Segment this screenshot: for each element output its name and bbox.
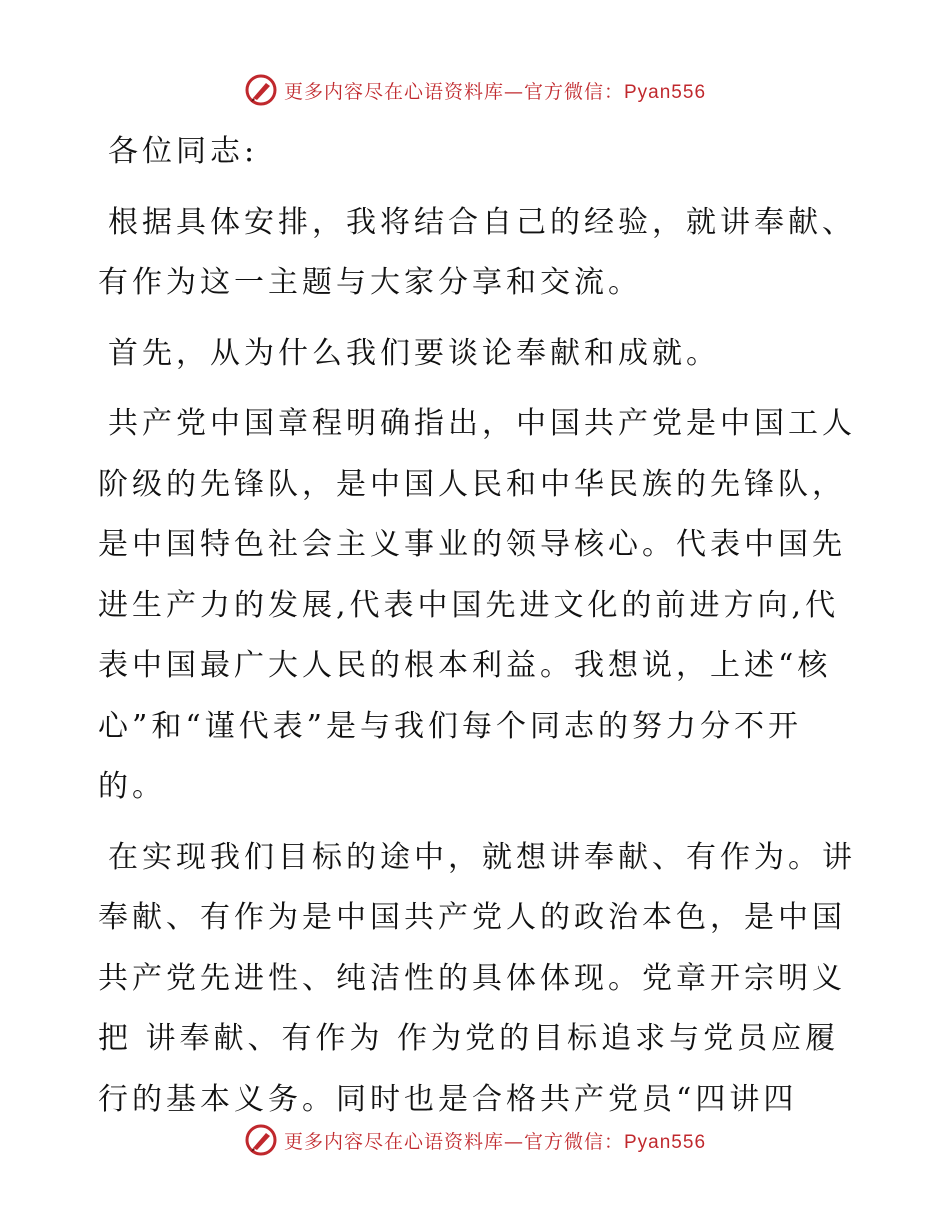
paragraph-dedication: 在实现我们目标的途中，就想讲奉献、有作为。讲奉献、有作为是中国共产党人的政治本色，是中国共产党先进性、纯洁性的具体体现。党章开宗明义把 讲奉献、有作为 作为党的目标追求与党员应履行的基本义务。同时也是合格共产党员“四讲四 [98, 839, 856, 1117]
footer-site-name: 更多内容尽在心语资料库 [283, 1130, 504, 1153]
header-banner-text [284, 77, 706, 104]
paragraph-first-point: 首先，从为什么我们要谈论奉献和成就。 [108, 335, 720, 371]
paragraph-greeting: 各位同志: [108, 134, 259, 169]
footer-banner [0, 1120, 950, 1160]
header-site-name: 更多内容尽在心语资料库 [283, 80, 504, 103]
paragraph-party-charter: 共产党中国章程明确指出，中国共产党是中国工人阶级的先锋队，是中国人民和中华民族的先锋队，是中国特色社会主义事业的领导核心。代表中国先进生产力的发展,代表中国先进文化的前进方向,代表中国最广大人民的根本利益。我想说，上述“核心”和“谨代表”是与我们每个同志的努力分不开的。 [98, 406, 856, 804]
footer-dash: — [503, 1130, 524, 1153]
header-wechat-label: 官方微信： [523, 80, 624, 103]
document-body [98, 122, 858, 1140]
header-dash: — [503, 80, 524, 103]
header-banner [0, 70, 950, 110]
footer-wechat-label: 官方微信： [523, 1130, 624, 1153]
paragraph-intro: 根据具体安排，我将结合自己的经验，就讲奉献、有作为这一主题与大家分享和交流。 [98, 204, 856, 300]
pen-logo-icon [244, 73, 278, 107]
pen-logo-icon [244, 1123, 278, 1157]
footer-wechat-id: Pyan556 [624, 1131, 707, 1153]
footer-banner-text [284, 1127, 706, 1154]
header-wechat-id: Pyan556 [624, 81, 707, 103]
